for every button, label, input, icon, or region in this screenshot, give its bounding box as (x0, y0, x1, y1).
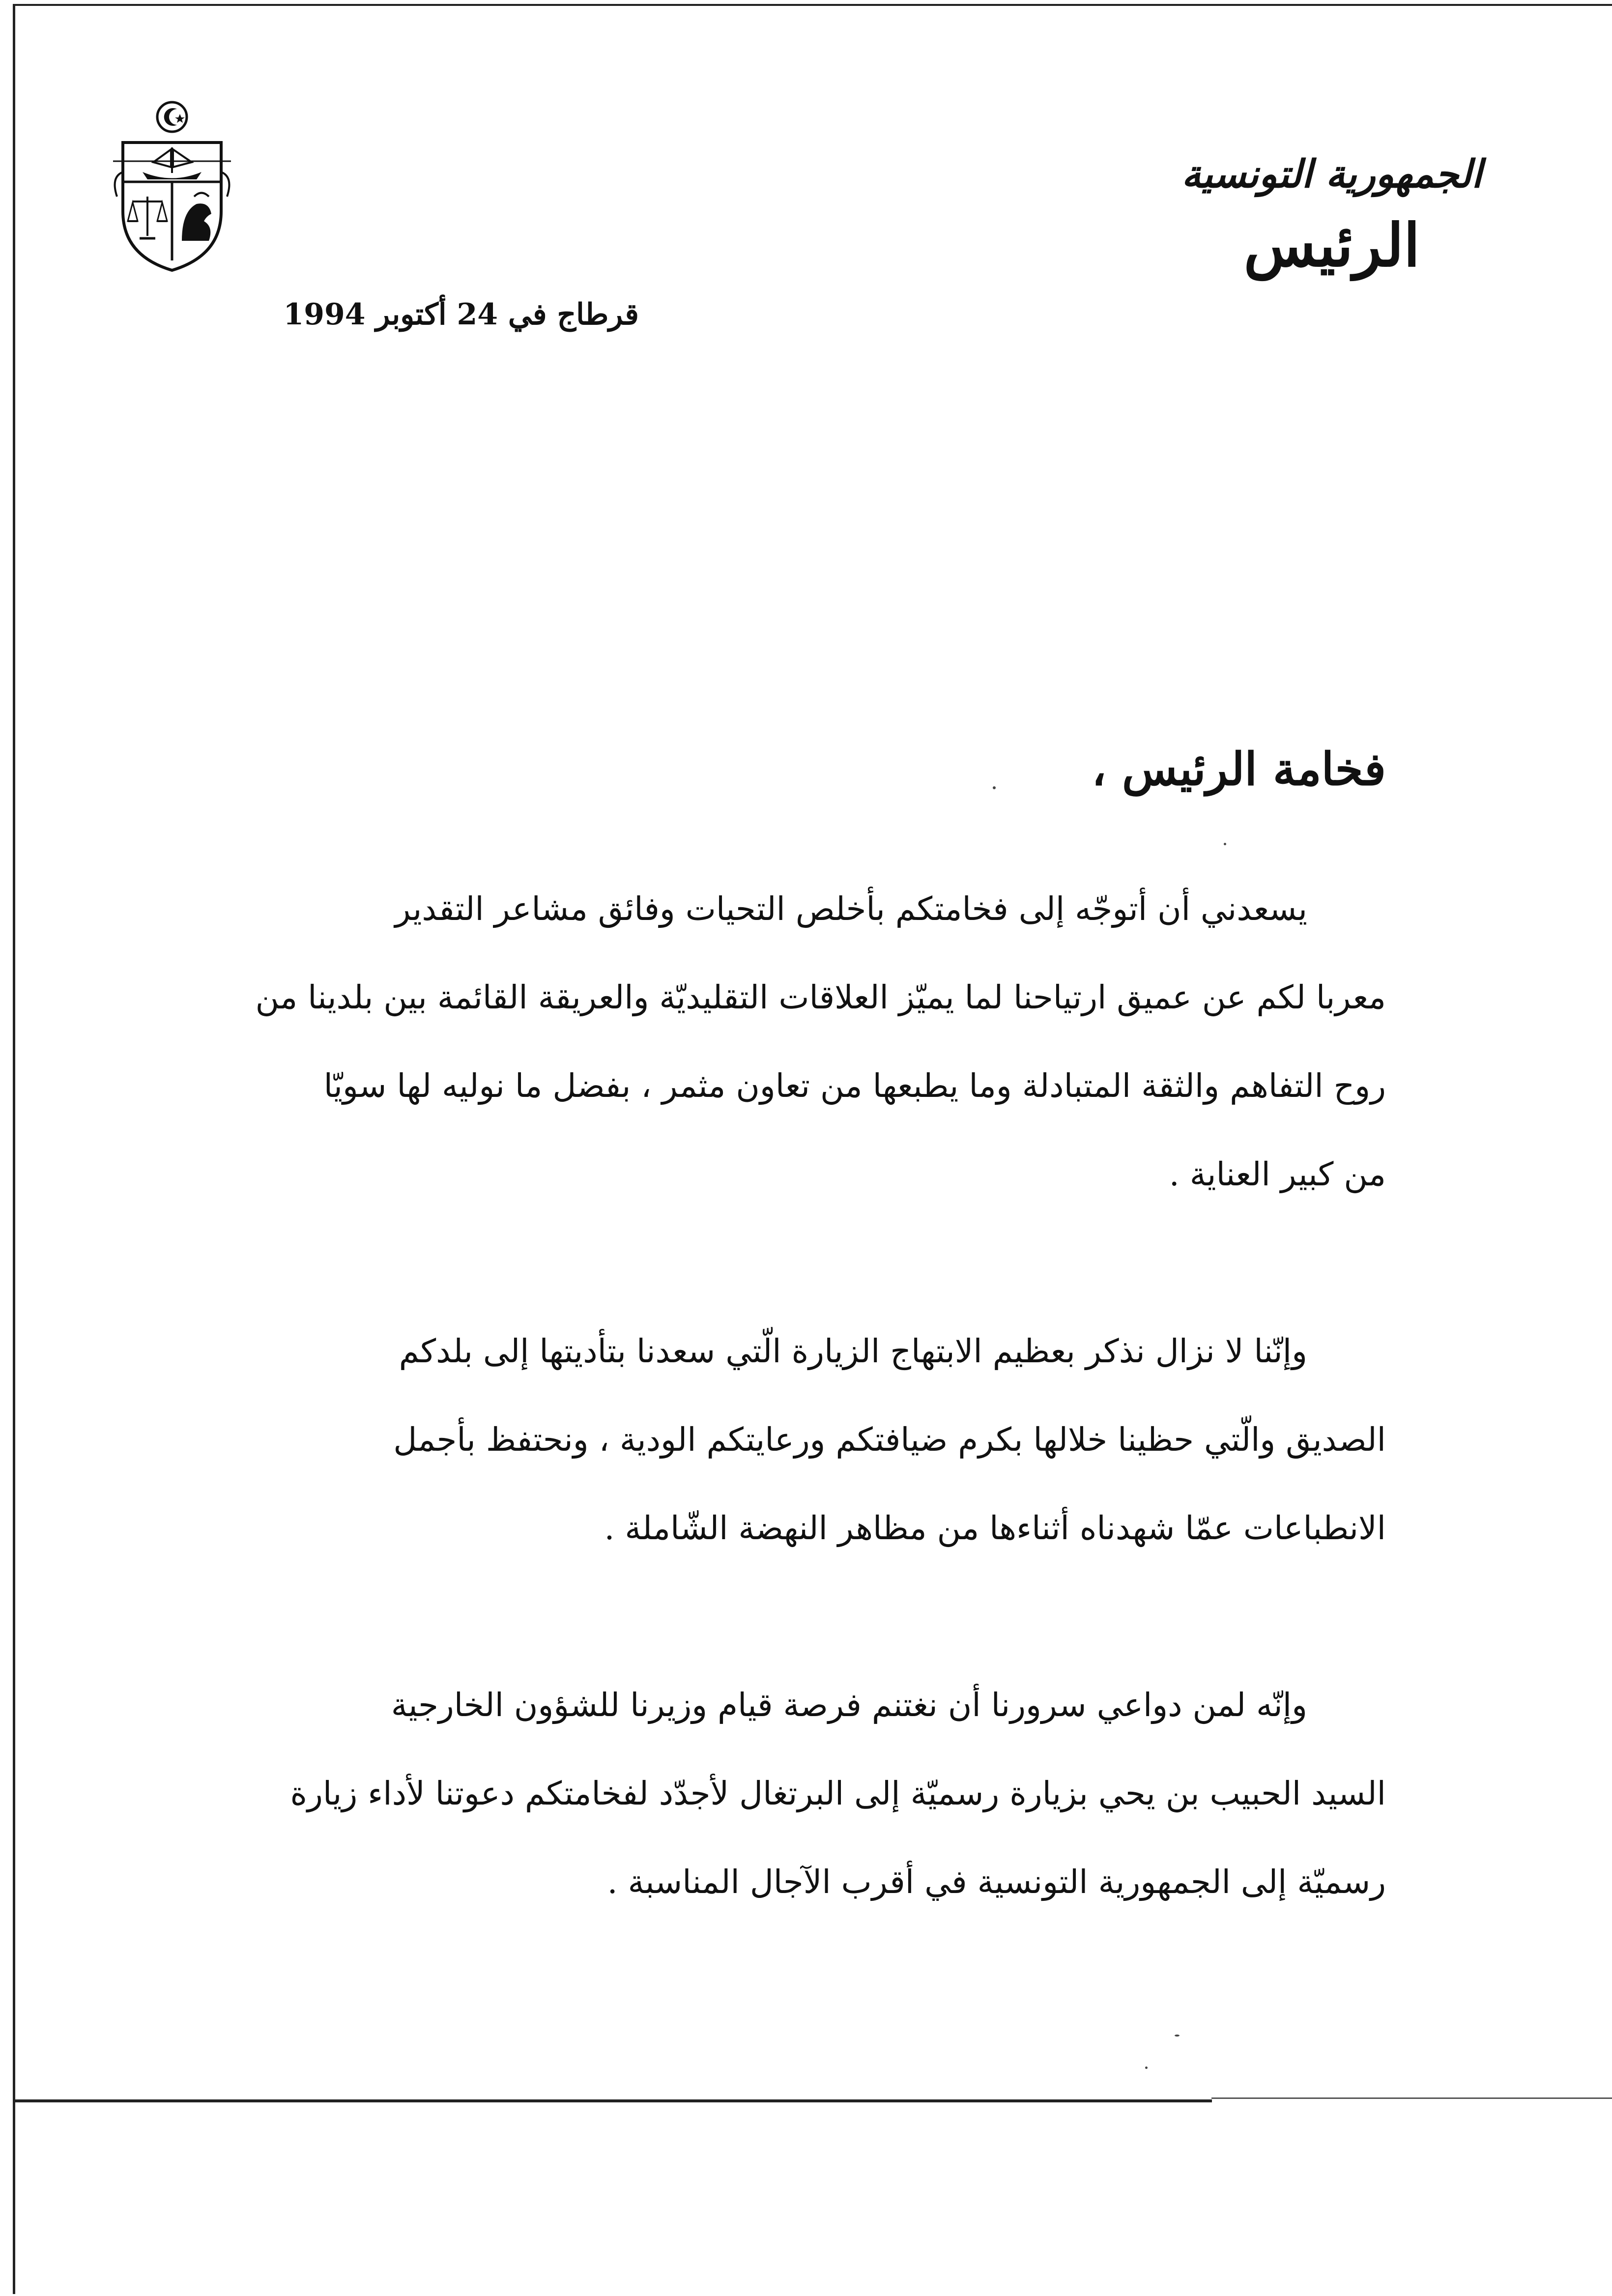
letterhead-republic: الجمهورية التونسية (1181, 152, 1482, 197)
paragraph-line: الانطباعات عمّا شهدناه أثناءها من مظاهر النهضة الشّاملة . (604, 1509, 1386, 1547)
scan-speck (1175, 2035, 1180, 2037)
scan-speck (993, 786, 996, 789)
tunisia-coat-of-arms-icon (108, 98, 236, 275)
letter-date: قرطاج في 24 أكتوبر 1994 (283, 297, 639, 332)
paragraph-line: السيد الحبيب بن يحي بزيارة رسميّة إلى البرتغال لأجدّد لفخامتكم دعوتنا لأداء زيارة (290, 1775, 1386, 1812)
scan-speck (1224, 843, 1226, 845)
paragraph-line: من كبير العناية . (1169, 1155, 1386, 1193)
scan-border-bottom (13, 2099, 1212, 2102)
scan-border-bottom-right (1211, 2097, 1612, 2099)
salutation: فخامة الرئيس ، (1092, 743, 1386, 796)
letterhead-president: الرئيس (1243, 211, 1420, 280)
paragraph-3 (157, 1661, 1386, 1926)
letterhead (1160, 147, 1504, 285)
paragraph-line: يسعدني أن أتوجّه إلى فخامتكم بأخلص التحيات وفائق مشاعر التقدير (395, 890, 1307, 928)
scan-border-left (13, 4, 15, 2294)
paragraph-line: الصديق والّتي حظينا خلالها بكرم ضيافتكم ورعايتكم الودية ، ونحتفظ بأجمل (393, 1421, 1386, 1459)
letter-body (157, 865, 1386, 2015)
paragraph-line: رسميّة إلى الجمهورية التونسية في أقرب الآجال المناسبة . (607, 1863, 1386, 1901)
paragraph-2 (157, 1307, 1386, 1573)
paragraph-line: وإنّنا لا نزال نذكر بعظيم الابتهاج الزيارة الّتي سعدنا بتأديتها إلى بلدكم (399, 1332, 1307, 1370)
paragraph-line: وإنّه لمن دواعي سرورنا أن نغتنم فرصة قيام وزيرنا للشؤون الخارجية (391, 1686, 1307, 1724)
paragraph-line: روح التفاهم والثقة المتبادلة وما يطبعها من تعاون مثمر ، بفضل ما نوليه لها سويّا (323, 1067, 1386, 1105)
paragraph-1 (157, 865, 1386, 1219)
scan-speck (1145, 2066, 1148, 2069)
paragraph-line: معربا لكم عن عميق ارتياحنا لما يميّز العلاقات التقليديّة والعريقة القائمة بين بلدينا من (255, 978, 1386, 1016)
scan-border-top (15, 4, 1612, 6)
